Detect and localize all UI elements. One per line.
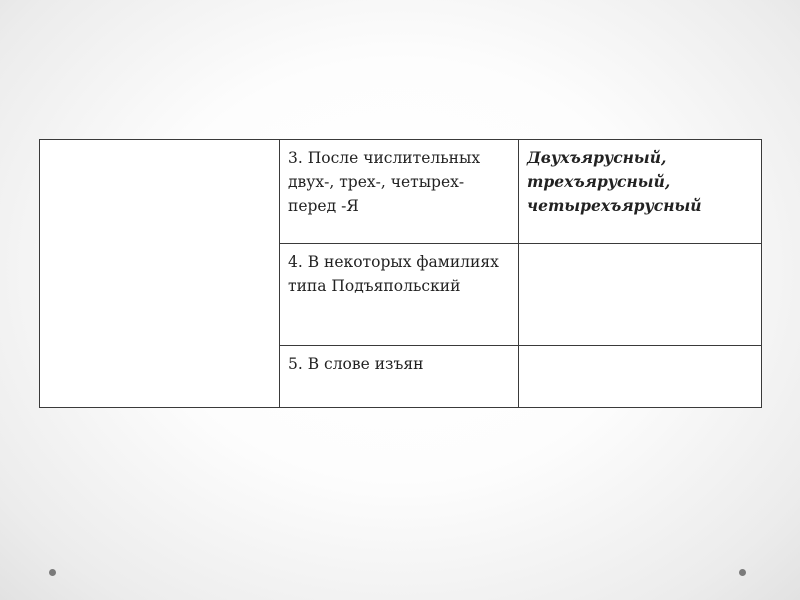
example-cell: Двухъярусный, трехъярусный, четырехъярусный [519,140,762,244]
example-cell [519,244,762,346]
example-cell [519,346,762,408]
rule-cell: 3. После числительных двух-, трех-, четырех- перед -Я [280,140,519,244]
rules-table [39,139,762,408]
decorative-dot-right [739,569,746,576]
empty-merged-cell [40,140,280,408]
rule-cell: 4. В некоторых фамилиях типа Подъяпольский [280,244,519,346]
table-row [40,140,762,244]
rule-cell: 5. В слове изъян [280,346,519,408]
decorative-dot-left [49,569,56,576]
